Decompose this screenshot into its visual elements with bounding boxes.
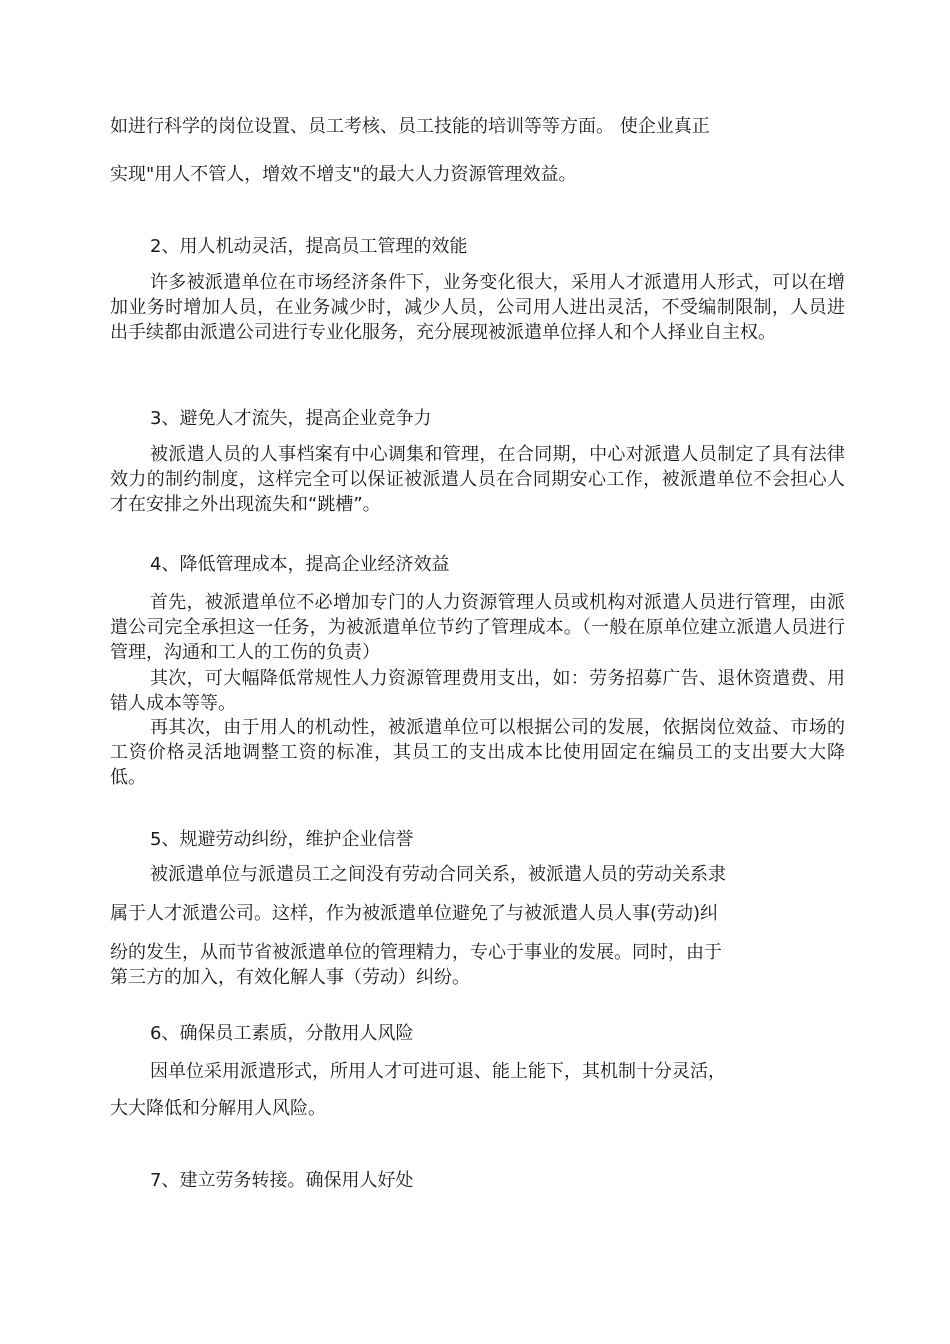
section-4-para-2: 其次，可大幅降低常规性人力资源管理费用支出，如：劳务招募广告、退休资遣费、用错人成本等等。 xyxy=(110,668,845,714)
section-4-para-1: 首先，被派遣单位不必增加专门的人力资源管理人员或机构对派遣人员进行管理，由派遣公司完全承担这一任务，为被派遣单位节约了管理成本。（一般在原单位建立派遣人员进行管理，沟通和工人的工伤的负责） xyxy=(110,592,845,663)
section-5-line-4: 第三方的加入，有效化解人事（劳动）纠纷。 xyxy=(110,967,470,988)
para-intro-line-1: 如进行科学的岗位设置、员工考核、员工技能的培训等等方面。 使企业真正 xyxy=(110,116,710,137)
section-4-heading: 4、降低管理成本，提高企业经济效益 xyxy=(150,554,450,575)
section-5-line-2: 属于人才派遣公司。这样，作为被派遣单位避免了与被派遣人员人事(劳动)纠 xyxy=(110,903,719,924)
section-6-line-2: 大大降低和分解用人风险。 xyxy=(110,1098,326,1119)
section-6-line-1: 因单位采用派遣形式，所用人才可进可退、能上能下，其机制十分灵活， xyxy=(150,1061,726,1082)
para-intro-line-2: 实现"用人不管人，增效不增支"的最大人力资源管理效益。 xyxy=(110,164,577,185)
section-5-heading: 5、规避劳动纠纷，维护企业信誉 xyxy=(150,829,414,850)
section-5-line-1: 被派遣单位与派遣员工之间没有劳动合同关系，被派遣人员的劳动关系隶 xyxy=(150,864,726,885)
section-2-body: 许多被派遣单位在市场经济条件下，业务变化很大，采用人才派遣用人形式，可以在增加业务时增加人员，在业务减少时，减少人员，公司用人进出灵活，不受编制限制，人员进出手续都由派遣公司进行专业化服务，充分展现被派遣单位择人和个人择业自主权。 xyxy=(110,272,845,343)
section-3-heading: 3、避免人才流失，提高企业竞争力 xyxy=(150,408,432,429)
section-5-line-3: 纷的发生，从而节省被派遣单位的管理精力，专心于事业的发展。同时，由于 xyxy=(110,942,722,963)
section-3-body: 被派遣人员的人事档案有中心调集和管理，在合同期，中心对派遣人员制定了具有法律效力的制约制度，这样完全可以保证被派遣人员在合同期安心工作，被派遣单位不会担心人才在安排之外出现流失和“跳槽”。 xyxy=(110,444,845,515)
section-7-heading: 7、建立劳务转接。确保用人好处 xyxy=(150,1170,414,1191)
section-6-heading: 6、确保员工素质，分散用人风险 xyxy=(150,1023,414,1044)
section-4-para-3: 再其次，由于用人的机动性，被派遣单位可以根据公司的发展，依据岗位效益、市场的工资价格灵活地调整工资的标准，其员工的支出成本比使用固定在编员工的支出要大大降低。 xyxy=(110,717,845,788)
section-2-heading: 2、用人机动灵活，提高员工管理的效能 xyxy=(150,236,468,257)
